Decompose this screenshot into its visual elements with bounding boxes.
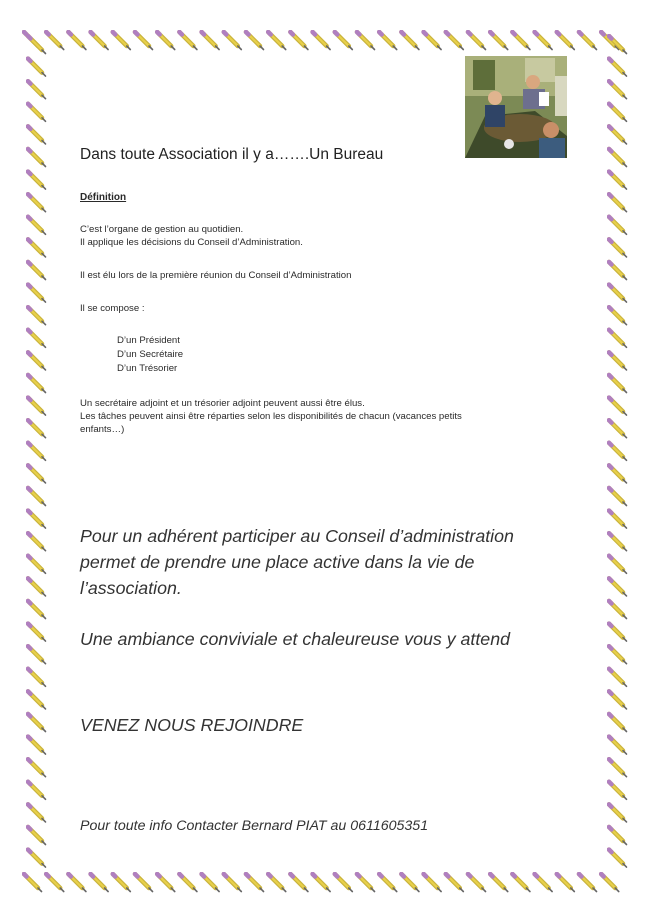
pencil-icon — [268, 32, 286, 50]
pencil-border-left — [26, 34, 48, 884]
pencil-icon — [609, 556, 627, 574]
pencil-icon — [313, 32, 331, 50]
pencil-icon — [68, 32, 86, 50]
pencil-icon — [609, 782, 627, 800]
pencil-border-top — [22, 30, 638, 52]
pencil-icon — [28, 691, 46, 709]
pencil-icon — [179, 874, 197, 892]
composition-intro: Il se compose : — [80, 303, 145, 314]
pencil-icon — [535, 874, 553, 892]
pencil-icon — [609, 578, 627, 596]
pencil-icon — [28, 488, 46, 506]
pencil-icon — [490, 32, 508, 50]
pencil-icon-row — [22, 872, 638, 894]
pencil-icon — [579, 32, 597, 50]
pencil-icon — [28, 465, 46, 483]
pencil-icon — [335, 874, 353, 892]
pencil-icon — [424, 874, 442, 892]
pencil-icon — [609, 646, 627, 664]
role-item-president: D’un Président — [117, 335, 180, 346]
pencil-icon — [609, 217, 627, 235]
role-item-treasurer: D’un Trésorier — [117, 363, 178, 374]
pencil-icon — [379, 32, 397, 50]
pencil-icon — [609, 804, 627, 822]
pencil-icon — [28, 624, 46, 642]
pencil-icon — [401, 874, 419, 892]
pencil-icon — [28, 398, 46, 416]
pencil-icon — [28, 352, 46, 370]
pencil-icon — [609, 352, 627, 370]
pencil-icon — [290, 874, 308, 892]
contact-info: Pour toute info Contacter Bernard PIAT au 0611605351 — [80, 818, 429, 834]
text-line: enfants…) — [80, 424, 125, 435]
pencil-icon — [28, 217, 46, 235]
pencil-icon — [28, 578, 46, 596]
pencil-icon — [512, 874, 530, 892]
pencil-icon — [113, 32, 131, 50]
pencil-icon-column — [26, 34, 48, 884]
pencil-icon — [609, 624, 627, 642]
pencil-icon — [609, 330, 627, 348]
pencil-icon — [202, 32, 220, 50]
pencil-icon — [28, 375, 46, 393]
pencil-icon — [224, 874, 242, 892]
pencil-icon — [357, 874, 375, 892]
pencil-icon — [609, 104, 627, 122]
pencil-icon — [28, 285, 46, 303]
text-line: Il applique les décisions du Conseil d’Administration. — [80, 237, 303, 248]
pencil-icon — [579, 874, 597, 892]
text-line: Pour un adhérent participer au Conseil d’administration — [80, 526, 514, 546]
pencil-icon — [28, 556, 46, 574]
pencil-icon — [157, 32, 175, 50]
pencil-icon — [28, 511, 46, 528]
pencil-icon — [28, 714, 46, 732]
pencil-icon — [609, 126, 627, 143]
pencil-icon — [609, 827, 627, 845]
definition-heading: Définition — [80, 192, 127, 203]
pencil-icon — [313, 874, 331, 892]
pencil-icon — [379, 874, 397, 892]
pencil-icon — [512, 32, 530, 50]
pencil-icon — [202, 874, 220, 892]
pencil-icon — [609, 737, 627, 755]
ambiance-text: Une ambiance conviviale et chaleureuse vous y attend — [80, 629, 510, 649]
pencil-icon — [468, 874, 486, 892]
pencil-icon — [609, 420, 627, 438]
pencil-icon — [246, 32, 264, 50]
pencil-icon — [28, 827, 46, 845]
pencil-icon — [113, 874, 131, 892]
pencil-icon — [46, 32, 64, 50]
pencil-icon — [401, 32, 419, 50]
pencil-icon — [28, 782, 46, 800]
pencil-icon — [609, 194, 627, 212]
call-to-action: VENEZ NOUS REJOINDRE — [80, 715, 304, 735]
role-item-secretary: D’un Secrétaire — [117, 349, 184, 360]
pencil-icon — [609, 59, 627, 77]
page-title: Dans toute Association il y a…….Un Bureau — [80, 146, 384, 163]
pencil-icon — [609, 307, 627, 325]
pencil-icon — [68, 874, 86, 892]
pencil-icon — [357, 32, 375, 50]
pencil-icon — [28, 307, 46, 325]
pencil-icon — [609, 714, 627, 732]
pencil-icon — [28, 126, 46, 143]
text-line: Un secrétaire adjoint et un trésorier adjoint peuvent aussi être élus. — [80, 398, 365, 409]
pencil-icon — [609, 285, 627, 303]
election-paragraph: Il est élu lors de la première réunion du Conseil d’Administration — [80, 270, 352, 281]
text-line: l’association. — [80, 578, 182, 598]
text-line: C’est l’organe de gestion au quotidien. — [80, 224, 244, 235]
pencil-icon — [609, 81, 627, 99]
pitch-paragraph — [80, 523, 580, 601]
pencil-icon — [28, 850, 46, 868]
pencil-icon — [91, 874, 109, 892]
pencil-icon — [46, 874, 64, 892]
pencil-icon — [609, 533, 627, 551]
pencil-icon — [335, 32, 353, 50]
pencil-icon — [28, 36, 46, 54]
pencil-icon — [28, 601, 46, 619]
pencil-icon — [446, 32, 464, 50]
pencil-icon — [246, 874, 264, 892]
pencil-icon — [535, 32, 553, 50]
pencil-icon — [28, 59, 46, 77]
pencil-icon — [490, 874, 508, 892]
pencil-icon — [135, 874, 153, 892]
pencil-icon — [609, 465, 627, 483]
roles-list — [117, 334, 183, 376]
pencil-icon — [268, 874, 286, 892]
pencil-icon — [609, 601, 627, 619]
pencil-border-right — [607, 34, 629, 884]
pencil-icon — [446, 874, 464, 892]
pencil-icon — [28, 149, 46, 167]
pencil-icon — [609, 375, 627, 393]
pencil-icon — [609, 691, 627, 709]
pencil-icon — [609, 262, 627, 280]
pencil-icon — [91, 32, 109, 50]
pencil-icon — [468, 32, 486, 50]
pencil-icon — [557, 32, 575, 50]
pencil-icon — [557, 874, 575, 892]
pencil-icon — [28, 804, 46, 822]
pencil-icon — [609, 759, 627, 777]
pencil-icon — [157, 874, 175, 892]
pencil-icon — [28, 533, 46, 551]
pencil-icon — [28, 104, 46, 122]
pencil-icon — [28, 443, 46, 461]
pencil-icon — [609, 172, 627, 190]
pencil-icon — [609, 398, 627, 416]
pencil-icon-row — [22, 30, 638, 52]
pencil-icon — [28, 646, 46, 664]
pencil-icon — [28, 239, 46, 257]
pencil-icon — [28, 330, 46, 348]
pencil-icon — [609, 850, 627, 868]
pencil-icon — [224, 32, 242, 50]
pencil-icon — [609, 511, 627, 528]
pencil-icon — [609, 669, 627, 687]
text-line: permet de prendre une place active dans la vie de — [80, 552, 475, 572]
pencil-icon — [28, 420, 46, 438]
pencil-icon — [28, 669, 46, 687]
pencil-icon — [28, 81, 46, 99]
pencil-icon-column — [607, 34, 629, 884]
pencil-icon — [609, 488, 627, 506]
definition-paragraph — [80, 223, 303, 249]
pencil-icon — [609, 239, 627, 257]
meeting-photo — [465, 56, 567, 158]
pencil-icon — [609, 36, 627, 54]
pencil-icon — [609, 149, 627, 167]
text-line: Les tâches peuvent ainsi être réparties selon les disponibilités de chacun (vacances petits — [80, 411, 462, 422]
pencil-icon — [179, 32, 197, 50]
pencil-icon — [424, 32, 442, 50]
pencil-icon — [28, 759, 46, 777]
pencil-icon — [28, 194, 46, 212]
pencil-icon — [609, 443, 627, 461]
pencil-icon — [28, 172, 46, 190]
pencil-icon — [290, 32, 308, 50]
pencil-border-bottom — [22, 872, 638, 894]
pencil-icon — [135, 32, 153, 50]
pencil-icon — [28, 737, 46, 755]
deputies-paragraph — [80, 397, 462, 436]
pencil-icon — [28, 262, 46, 280]
